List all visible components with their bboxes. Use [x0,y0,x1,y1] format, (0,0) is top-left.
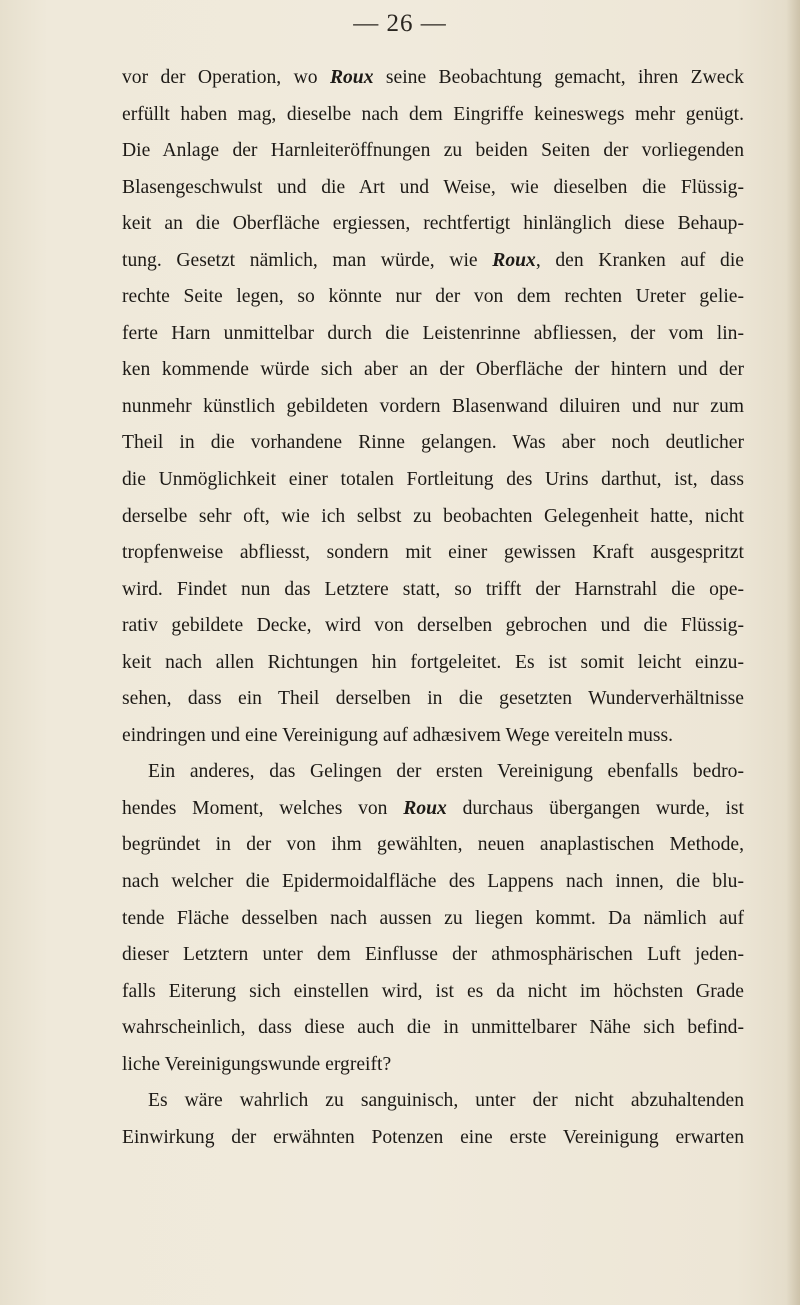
text-line [122,791,744,828]
text-line [122,170,744,207]
text-segment: eindringen und eine Vereinigung auf adhæsivem Wege vereiteln muss. [122,724,674,746]
author-name: Roux [403,797,447,819]
text-segment: hendes Moment, welches von [122,797,404,819]
text-segment: wahrscheinlich, dass diese auch die in unmittelbarer Nähe sich befind- [122,1017,744,1039]
text-segment: Es wäre wahrlich zu sanguinisch, unter der nicht abzuhaltenden [148,1090,744,1112]
text-line [122,462,744,499]
text-line [122,572,744,609]
text-line [122,133,744,170]
text-segment: liche Vereinigungswunde ergreift? [122,1053,392,1075]
text-line [122,1083,744,1120]
text-segment: tende Fläche desselben nach aussen zu liegen kommt. Da nämlich auf [122,907,744,929]
page-edge-shadow [786,0,800,1305]
text-line [122,243,744,280]
text-line [122,97,744,134]
text-segment: Blasengeschwulst und die Art und Weise, wie dieselben die Flüssig- [122,176,744,198]
text-line [122,425,744,462]
text-segment: rechte Seite legen, so könnte nur der von dem rechten Ureter gelie- [122,286,744,308]
text-line [122,864,744,901]
text-segment: nach welcher die Epidermoidalfläche des Lappens nach innen, die blu- [122,871,744,893]
text-line [122,389,744,426]
page-number: — 26 — [353,10,447,37]
text-segment: wird. Findet nun das Letztere statt, so trifft der Harnstrahl die ope- [122,578,744,600]
text-line [122,645,744,682]
text-segment: , den Kranken auf die [535,249,744,271]
text-line [122,681,744,718]
text-segment: ferte Harn unmittelbar durch die Leistenrinne abfliessen, der vom lin- [122,322,744,344]
body-text [122,60,744,1156]
text-line [122,937,744,974]
text-segment: durchaus übergangen wurde, ist [446,797,745,819]
text-segment: keit nach allen Richtungen hin fortgeleitet. Es ist somit leicht einzu- [122,651,744,673]
text-segment: derselbe sehr oft, wie ich selbst zu beobachten Gelegenheit hatte, nicht [122,505,744,527]
text-line [122,1047,744,1084]
text-segment: keit an die Oberfläche ergiessen, rechtfertigt hinlänglich diese Behaup- [122,213,744,235]
text-line [122,608,744,645]
text-segment: begründet in der von ihm gewählten, neuen anaplastischen Methode, [122,834,744,856]
text-segment: rativ gebildete Decke, wird von derselben gebrochen und die Flüssig- [122,615,744,637]
text-segment: Ein anderes, das Gelingen der ersten Vereinigung ebenfalls bedro- [148,761,744,783]
author-name: Roux [492,249,536,271]
text-line [122,60,744,97]
text-segment: Einwirkung der erwähnten Potenzen eine erste Vereinigung erwarten [122,1126,744,1148]
text-line [122,1010,744,1047]
text-segment: erfüllt haben mag, dieselbe nach dem Eingriffe keineswegs mehr genügt. [122,103,744,125]
text-segment: die Unmöglichkeit einer totalen Fortleitung des Urins darthut, ist, dass [122,469,744,491]
text-line [122,279,744,316]
text-line [122,718,744,755]
author-name: Roux [329,67,374,88]
text-segment: Die Anlage der Harnleiteröffnungen zu beiden Seiten der vorliegenden [122,140,744,162]
text-line [122,827,744,864]
text-segment: ken kommende würde sich aber an der Oberfläche der hintern und der [122,359,744,381]
text-line [122,535,744,572]
text-segment: Theil in die vorhandene Rinne gelangen. Was aber noch deutlicher [122,432,744,454]
text-segment: tung. Gesetzt nämlich, man würde, wie [122,249,493,271]
text-line [122,206,744,243]
text-line [122,352,744,389]
text-segment: nunmehr künstlich gebildeten vordern Blasenwand diluiren und nur zum [122,395,744,417]
text-line [122,316,744,353]
text-segment: falls Eiterung sich einstellen wird, ist es da nicht im höchsten Grade [122,980,744,1002]
text-segment: vor der Operation, wo [122,67,330,88]
text-line [122,499,744,536]
text-segment: dieser Letztern unter dem Einflusse der athmosphärischen Luft jeden- [122,944,744,966]
text-line [122,901,744,938]
text-segment: sehen, dass ein Theil derselben in die gesetzten Wunderverhältnisse [122,688,744,710]
text-line [122,1120,744,1157]
text-segment: tropfenweise abfliesst, sondern mit einer gewissen Kraft ausgespritzt [122,542,744,564]
text-line [122,754,744,791]
text-segment: seine Beobachtung gemacht, ihren Zweck [373,67,744,88]
text-line [122,974,744,1011]
